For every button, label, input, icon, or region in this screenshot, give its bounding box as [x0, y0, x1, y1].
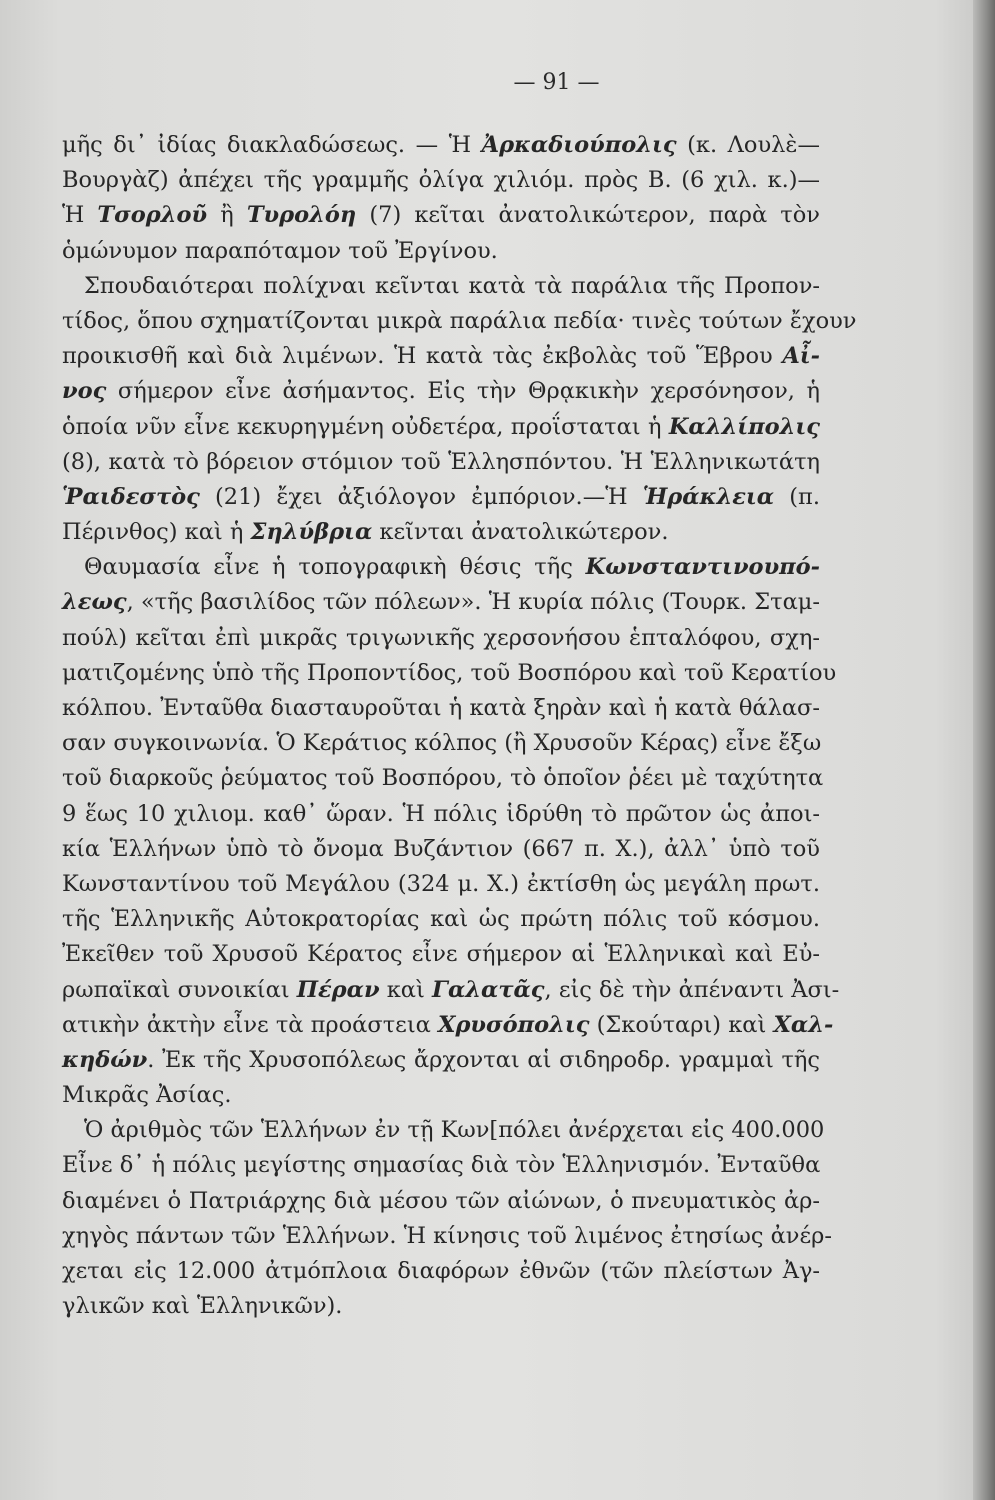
text-line: [62, 374, 820, 409]
place-name: Τσορλοῦ: [97, 202, 208, 229]
text-span: μῆς δι᾽ ἰδίας διακλαδώσεως. — Ἡ: [62, 132, 482, 158]
text-span: Πέρινθος) καὶ ἡ: [62, 519, 251, 546]
text-span: (21) ἔχει ἀξιόλογον ἐμπόριον.—Ἡ: [199, 483, 643, 510]
text-line: [62, 973, 840, 1008]
text-span: γλικῶν καὶ Ἑλληνικῶν).: [62, 1293, 343, 1320]
text-span: (8), κατὰ τὸ βόρειον στόμιον τοῦ Ἑλλησπόντου. Ἡ Ἑλληνικωτάτη: [62, 448, 820, 475]
text-span: Ἡ: [62, 202, 98, 229]
place-name: Τυρολόη: [246, 202, 357, 229]
text-span: ὁμώνυμον παραπόταμον τοῦ Ἐργίνου.: [62, 237, 498, 264]
text-span: χηγὸς πάντων τῶν Ἑλλήνων. Ἡ κίνησις τοῦ λιμένος ἐτησίως ἀνέρ-: [62, 1222, 832, 1249]
text-span: ρωπαϊκαὶ συνοικίαι: [62, 976, 297, 1003]
text-line: [62, 691, 820, 726]
text-span: ἢ: [207, 202, 247, 229]
place-name: Σηλύβρια: [250, 519, 373, 546]
page-number: — 91 —: [513, 70, 600, 95]
text-span: , «τῆς βασιλίδος τῶν πόλεων». Ἡ κυρία πόλις (Τουρκ. Σταμ-: [126, 589, 820, 616]
text-span: ατικὴν ἀκτὴν εἶνε τὰ προάστεια: [62, 1011, 438, 1038]
place-name: Καλλίπολις: [668, 413, 820, 440]
text-line: [62, 1184, 820, 1219]
page-header: [0, 70, 995, 95]
text-line: [62, 1254, 820, 1289]
page-edge-shadow: [973, 0, 995, 1500]
text-line: [62, 1289, 820, 1324]
text-span: κόλπου. Ἐνταῦθα διασταυροῦται ἡ κατὰ ξηρὰν καὶ ἡ κατὰ θάλασ-: [62, 695, 820, 721]
text-line: [62, 1043, 820, 1078]
text-line: [62, 198, 820, 233]
place-name: Χαλ-: [773, 1011, 834, 1038]
place-name: κηδών: [62, 1046, 148, 1073]
text-span: τίδος, ὅπου σχηματίζονται μικρὰ παράλια πεδία· τινὲς τούτων ἔχουν: [62, 307, 857, 334]
text-line: [62, 726, 820, 761]
text-line: [62, 515, 820, 550]
text-span: χεται εἰς 12.000 ἀτμόπλοια διαφόρων ἐθνῶν (τῶν πλείστων Ἀγ-: [62, 1258, 820, 1284]
text-span: 9 ἕως 10 χιλιομ. καθ᾽ ὥραν. Ἡ πόλις ἱδρύθη τὸ πρῶτον ὡς ἀποι-: [62, 800, 820, 827]
text-line: [62, 163, 820, 198]
text-span: τῆς Ἑλληνικῆς Αὐτοκρατορίας καὶ ὡς πρώτη πόλις τοῦ κόσμου.: [62, 906, 820, 933]
text-span: . Ἐκ τῆς Χρυσοπόλεως ἄρχονται αἱ σιδηροδρ. γραμμαὶ τῆς: [147, 1046, 820, 1073]
text-line: [62, 550, 820, 585]
text-span: , εἰς δὲ τὴν ἀπέναντι Ἀσι-: [544, 976, 840, 1003]
text-line: [62, 902, 820, 937]
text-line: [62, 1008, 834, 1043]
text-line: [62, 585, 820, 620]
text-span: (Σκούταρι) καὶ: [589, 1011, 774, 1038]
text-span: τοῦ διαρκοῦς ῥεύματος τοῦ Βοσπόρου, τὸ ὁποῖον ῥέει μὲ ταχύτητα: [62, 765, 824, 792]
text-span: Ἐκεῖθεν τοῦ Χρυσοῦ Κέρατος εἶνε σήμερον αἱ Ἑλληνικαὶ καὶ Εὐ-: [62, 941, 820, 968]
text-span: πούλ) κεῖται ἐπὶ μικρᾶς τριγωνικῆς χερσονήσου ἑπταλόφου, σχη-: [62, 624, 820, 651]
text-span: σαν συγκοινωνία. Ὁ Κεράτιος κόλπος (ἢ Χρυσοῦν Κέρας) εἶνε ἔξω: [62, 730, 822, 757]
place-name: λεως: [62, 589, 127, 616]
place-name: Ῥαιδεστὸς: [62, 483, 200, 510]
place-name: Γαλατᾶς: [431, 976, 545, 1003]
text-line: [62, 656, 837, 691]
text-line: [62, 867, 820, 902]
text-line: [62, 410, 820, 445]
text-span: Κωνσταντίνου τοῦ Μεγάλου (324 μ. Χ.) ἐκτίσθη ὡς μεγάλη πρωτ.: [62, 870, 820, 897]
place-name: Χρυσόπολις: [438, 1011, 590, 1038]
text-line: [62, 832, 820, 867]
text-span: (π.: [774, 483, 820, 510]
text-line: [62, 621, 820, 656]
text-line: [62, 269, 820, 304]
text-span: (7) κεῖται ἀνατολικώτερον, παρὰ τὸν: [356, 202, 820, 229]
text-span: Θαυμασία εἶνε ἡ τοπογραφικὴ θέσις τῆς: [84, 554, 586, 581]
text-span: Σπουδαιότεραι πολίχναι κεῖνται κατὰ τὰ παράλια τῆς Προπον-: [84, 272, 820, 299]
text-line: [62, 1113, 825, 1148]
place-name: Κωνσταντινουπό-: [585, 554, 820, 581]
place-name: Ἡράκλεια: [642, 483, 775, 510]
text-span: κία Ἑλλήνων ὑπὸ τὸ ὄνομα Βυζάντιον (667 π. Χ.), ἀλλ᾽ ὑπὸ τοῦ: [62, 835, 820, 862]
place-name: νος: [62, 378, 107, 405]
body-text: [62, 128, 857, 1324]
text-line: [62, 937, 820, 972]
text-span: καὶ: [379, 976, 432, 1003]
text-line: [62, 445, 820, 480]
text-span: διαμένει ὁ Πατριάρχης διὰ μέσου τῶν αἰώνων, ὁ πνευματικὸς ἀρ-: [62, 1187, 820, 1214]
text-span: ματιζομένης ὑπὸ τῆς Προποντίδος, τοῦ Βοσπόρου καὶ τοῦ Κερατίου: [62, 659, 837, 686]
text-span: σήμερον εἶνε ἀσήμαντος. Εἰς τὴν Θρᾳκικὴν χερσόνησον, ἡ: [106, 378, 820, 405]
text-line: [62, 761, 824, 796]
place-name: Αἶ-: [782, 343, 820, 370]
text-span: κεῖνται ἀνατολικώτερον.: [372, 519, 669, 546]
text-line: [62, 1078, 820, 1113]
place-name: Ἀρκαδιούπολις: [481, 132, 677, 158]
text-line: [62, 797, 820, 832]
text-line: [62, 128, 820, 163]
place-name: Πέραν: [296, 976, 380, 1003]
text-span: (κ. Λουλὲ—: [676, 132, 820, 158]
text-span: Βουργὰζ) ἀπέχει τῆς γραμμῆς ὀλίγα χιλιόμ. πρὸς Β. (6 χιλ. κ.)—: [62, 167, 820, 194]
text-span: προικισθῆ καὶ διὰ λιμένων. Ἡ κατὰ τὰς ἐκβολὰς τοῦ Ἕβρου: [62, 343, 783, 370]
text-line: [62, 1219, 832, 1254]
text-line: [62, 1148, 820, 1183]
text-line: [62, 480, 820, 515]
text-span: Εἶνε δ᾽ ἡ πόλις μεγίστης σημασίας διὰ τὸν Ἑλληνισμόν. Ἐνταῦθα: [62, 1152, 821, 1179]
text-span: Ὁ ἀριθμὸς τῶν Ἑλλήνων ἐν τῇ Κων[πόλει ἀνέρχεται εἰς 400.000: [84, 1117, 825, 1144]
text-line: [62, 339, 820, 374]
text-span: ὁποία νῦν εἶνε κεκυρηγμένη οὐδετέρα, προΐσταται ἡ: [62, 413, 669, 440]
text-span: Μικρᾶς Ἀσίας.: [62, 1082, 232, 1109]
text-line: [62, 304, 857, 339]
text-line: [62, 234, 820, 269]
